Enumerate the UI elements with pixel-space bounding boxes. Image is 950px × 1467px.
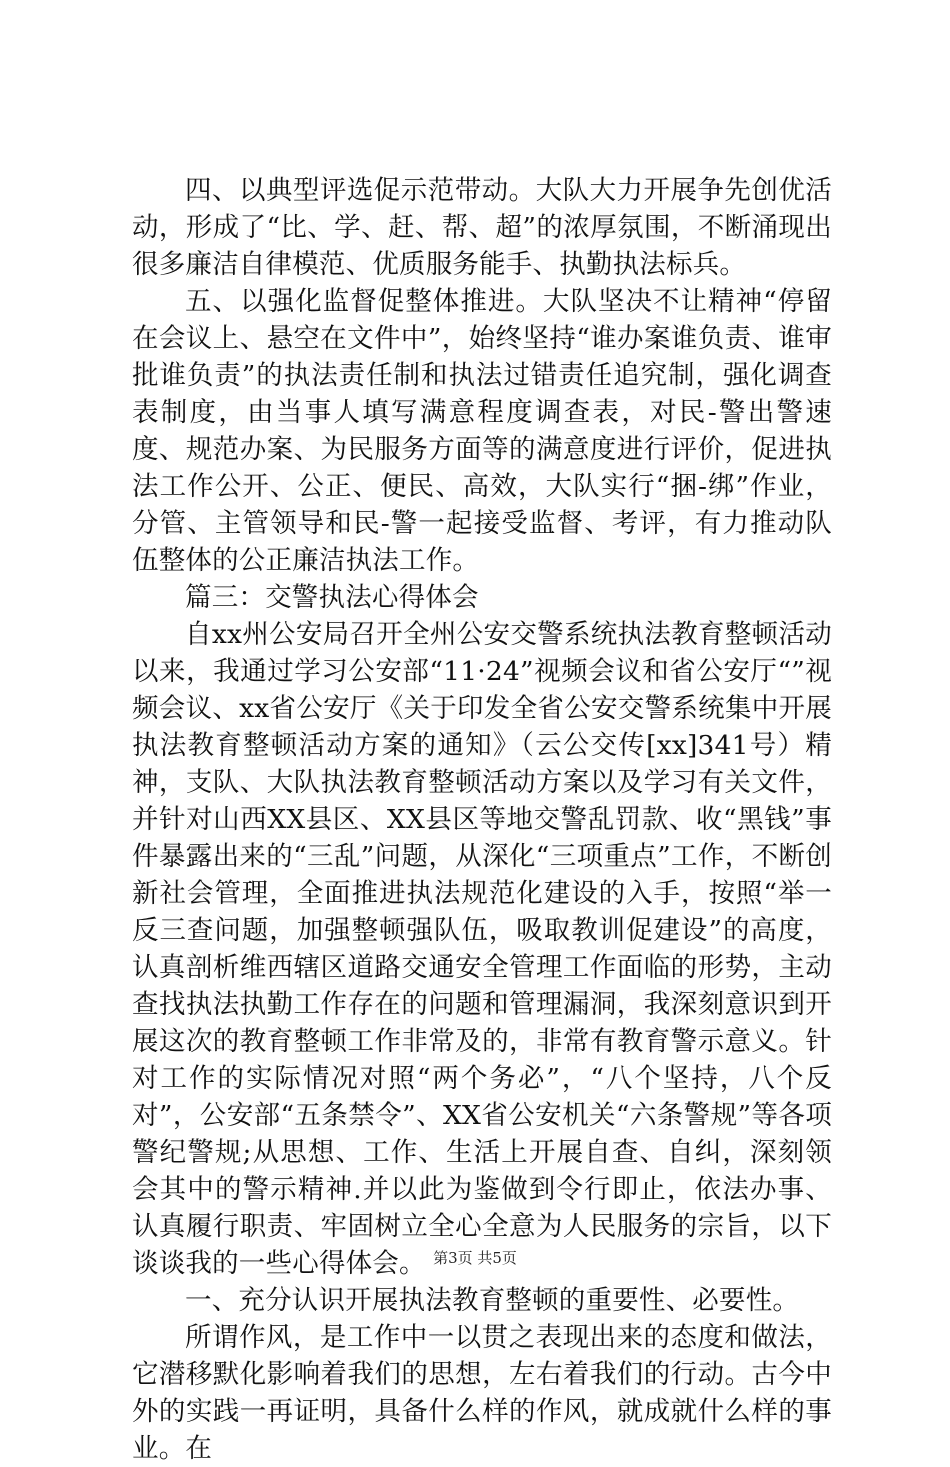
paragraph-supervision: 五、以强化监督促整体推进。大队坚决不让精神“停留在会议上、悬空在文件中”，始终坚持“谁办案谁负责、谁审批谁负责”的执法责任制和执法过错责任追究制，强化调查表制度，由当事人填写满意程度调查表，对民-警出警速度、规范办案、为民服务方面等的满意度进行评价，促进执法工作公开、公正、便民、高效，大队实行“捆-绑”作业，分管、主管领导和民-警一起接受监督、考评，有力推动队伍整体的公正廉洁执法工作。 xyxy=(132,286,832,576)
document-body xyxy=(132,172,832,1467)
section-heading: 篇三：交警执法心得体会 xyxy=(185,582,479,613)
paragraph-introduction: 自xx州公安局召开全州公安交警系统执法教育整顿活动以来，我通过学习公安部“11·24”视频会议和省公安厅“”视频会议、xx省公安厅《关于印发全省公安交警系统集中开展执法教育整顿活动方案的通知》（云公交传[xx]341号）精神，支队、大队执法教育整顿活动方案以及学习有关文件，并针对山西XX县区、XX县区等地交警乱罚款、收“黑钱”事件暴露出来的“三乱”问题，从深化“三项重点”工作，不断创新社会管理，全面推进执法规范化建设的入手，按照“举一反三查问题，加强整顿强队伍，吸取教训促建设”的高度，认真剖析维西辖区道路交通安全管理工作面临的形势，主动查找执法执勤工作存在的问题和管理漏洞，我深刻意识到开展这次的教育整顿工作非常及的，非常有教育警示意义。针对工作的实际情况对照“两个务必”，“八个坚持，八个反对”，公安部“五条禁令”、XX省公安机关“六条警规”等各项警纪警规;从思想、工作、生活上开展自查、自纠，深刻领会其中的警示精神.并以此为鉴做到令行即止，依法办事、认真履行职责、牢固树立全心全意为人民服务的宗旨，以下谈谈我的一些心得体会。 xyxy=(132,619,832,1279)
page-number-footer: 第3页 共5页 xyxy=(433,1249,517,1267)
paragraph-typical-selection: 四、以典型评选促示范带动。大队大力开展争先创优活动，形成了“比、学、赶、帮、超”的浓厚氛围，不断涌现出很多廉洁自律模范、优质服务能手、执勤执法标兵。 xyxy=(132,175,832,280)
paragraph-work-style: 所谓作风，是工作中一以贯之表现出来的态度和做法，它潜移默化影响着我们的思想，左右着我们的行动。古今中外的实践一再证明，具备什么样的作风，就成就什么样的事业。在 xyxy=(132,1322,832,1464)
subheading-importance: 一、充分认识开展执法教育整顿的重要性、必要性。 xyxy=(185,1285,800,1316)
